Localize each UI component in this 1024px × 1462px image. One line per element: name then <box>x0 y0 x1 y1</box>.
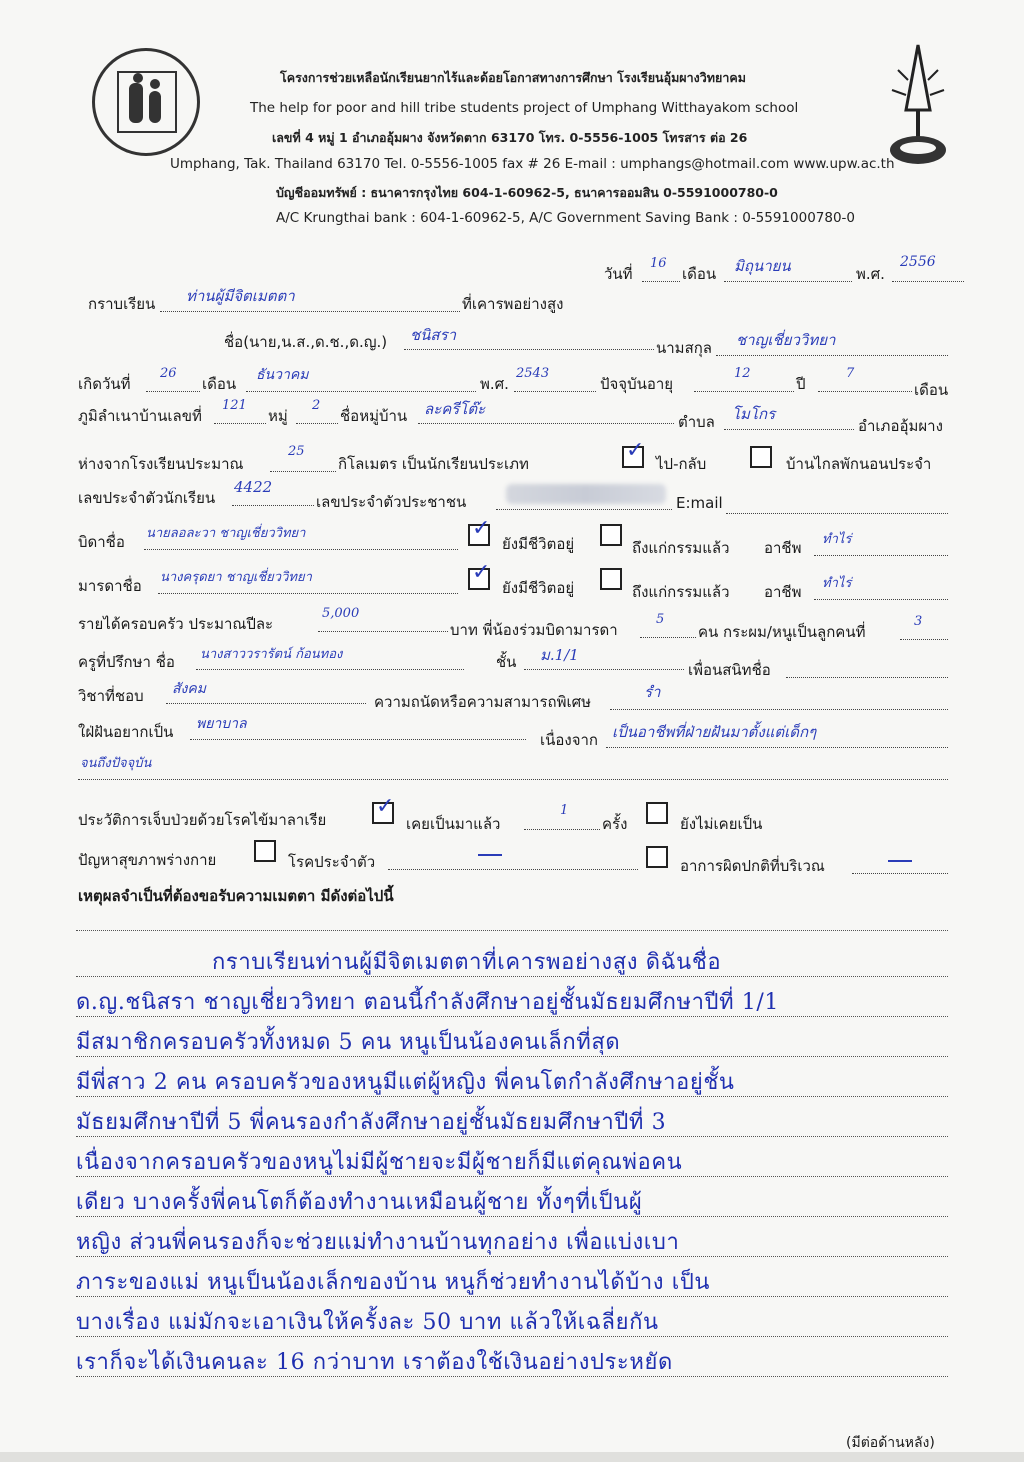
dear-suffix: ที่เคารพอย่างสูง <box>462 295 564 313</box>
subdistrict-dots <box>724 429 854 430</box>
times-label: ครั้ง <box>602 815 628 833</box>
essay-line-text: บางเรื่อง แม่มักจะเอาเงินให้ครั้งละ 50 บาท แล้วให้เฉลี่ยกัน <box>76 1310 659 1335</box>
name-value: ชนิสรา <box>410 326 457 344</box>
village-value: ละครีโต๊ะ <box>424 400 486 418</box>
page-bottom-edge <box>0 1452 1024 1462</box>
friend-label: เพื่อนสนิทชื่อ <box>688 661 771 679</box>
abnormal-checkbox[interactable] <box>646 846 668 868</box>
subdistrict-value: โมโกร <box>732 405 776 423</box>
malaria-times: 1 <box>560 803 569 818</box>
dream-value: พยาบาล <box>196 716 247 732</box>
teacher-value: นางสาววรารัตน์ ก้อนทอง <box>200 647 343 662</box>
baht-label: บาท พี่น้องร่วมบิดามารดา <box>450 621 618 639</box>
logo-figure-shape <box>149 91 161 123</box>
abnormal-dots <box>852 873 948 874</box>
father-alive-label: ยังมีชีวิตอยู่ <box>502 535 575 553</box>
subject-value: สังคม <box>172 681 206 697</box>
essay-rule <box>76 930 948 931</box>
moo-dots <box>296 423 338 424</box>
talent-dots <box>610 709 948 710</box>
home-label: ภูมิลำเนาบ้านเลขที่ <box>78 407 202 425</box>
born-day-dots <box>146 391 200 392</box>
income-dots <box>318 631 448 632</box>
email-dots <box>726 513 948 514</box>
distance-value: 25 <box>288 444 305 459</box>
student-id-label: เลขประจำตัวนักเรียน <box>78 489 216 507</box>
date-value: 16 <box>650 256 667 271</box>
income-label: รายได้ครอบครัว ประมาณปีละ <box>78 615 274 633</box>
distance-label: ห่างจากโรงเรียนประมาณ <box>78 455 244 473</box>
distance-dots <box>270 471 336 472</box>
village-label: ชื่อหมู่บ้าน <box>340 407 408 425</box>
school-emblem-icon <box>878 40 958 170</box>
siblings-dots <box>640 637 696 638</box>
essay-line-text: เราก็จะได้เงินคนละ 16 กว่าบาท เราต้องใช้เงินอย่างประหยัด <box>76 1350 673 1375</box>
student-id-value: 4422 <box>234 478 273 496</box>
class-value: ม.1/1 <box>540 646 579 664</box>
born-year: 2543 <box>516 366 550 381</box>
date-label: วันที่ <box>604 265 633 283</box>
mother-dead-label: ถึงแก่กรรมแล้ว <box>632 583 730 601</box>
friend-dots <box>786 677 948 678</box>
mother-dots <box>158 593 458 594</box>
dear-value: ท่านผู้มีจิตเมตตา <box>186 287 295 305</box>
home-no: 121 <box>222 398 247 413</box>
child-no-dots <box>900 639 948 640</box>
essay-line-text: มีสมาชิกครอบครัวทั้งหมด 5 คน หนูเป็นน้องคนเล็กที่สุด <box>76 1030 621 1055</box>
essay-line-text: หญิง ส่วนพี่คนรองก็จะช่วยแม่ทำงานบ้านทุกอย่าง เพื่อแบ่งเบา <box>76 1230 680 1255</box>
siblings-value: 5 <box>656 612 665 627</box>
malaria-yes-check-icon: ✓ <box>376 794 395 819</box>
email-label: E:mail <box>676 494 723 512</box>
year-label: พ.ศ. <box>856 265 885 283</box>
boarding-checkbox[interactable] <box>750 446 772 468</box>
month-dots <box>724 281 852 282</box>
reason-label: เหตุผลจำเป็นที่ต้องขอรับความเมตตา มีดังต่อไปนี้ <box>78 887 394 905</box>
essay-line-text: เดียว บางครั้งพี่คนโตก็ต้องทำงานเหมือนผู้ชาย ทั้งๆที่เป็นผู้ <box>76 1190 643 1215</box>
talent-value: รำ <box>644 683 661 701</box>
because-label: เนื่องจาก <box>540 731 599 749</box>
age-label: ปัจจุบันอายุ <box>600 375 674 393</box>
school-project-logo <box>92 48 200 156</box>
born-month-dots <box>246 391 476 392</box>
header-address-en: Umphang, Tak. Thailand 63170 Tel. 0-5556-1005 fax # 26 E-mail : umphangs@hotmail.com www.upw.ac.th <box>170 156 895 172</box>
father-alive-check-icon: ✓ <box>472 516 491 541</box>
essay-line-text: ด.ญ.ชนิสรา ชาญเชี่ยววิทยา ตอนนี้กำลังศึกษาอยู่ชั้นมัธยมศึกษาปีที่ 1/1 <box>76 990 780 1015</box>
mother-job-dots <box>814 599 948 600</box>
age-years-dots <box>694 391 794 392</box>
abnormal-dash <box>888 860 912 862</box>
dream-label: ใฝ่ฝันอยากเป็น <box>78 723 174 741</box>
mother-label: มารดาชื่อ <box>78 577 142 595</box>
because-value-2: จนถึงปัจจุบัน <box>80 756 152 771</box>
mother-job-label: อาชีพ <box>764 583 802 601</box>
logo-figure-shape <box>129 83 143 123</box>
mother-dead-checkbox[interactable] <box>600 568 622 590</box>
talent-label: ความถนัดหรือความสามารถพิเศษ <box>374 693 592 711</box>
mother-job: ทำไร่ <box>822 576 852 591</box>
malaria-times-dots <box>524 829 600 830</box>
student-id-dots <box>232 505 314 506</box>
teacher-label: ครูที่ปรึกษา ชื่อ <box>78 653 175 671</box>
header-title-th: โครงการช่วยเหลือนักเรียนยากไร้และด้อยโอกาสทางการศึกษา โรงเรียนอุ้มผางวิทยาคม <box>280 70 746 85</box>
month-value: มิถุนายน <box>734 257 791 275</box>
chronic-dash <box>478 854 502 856</box>
father-value: นายลอละวา ชาญเชี่ยววิทยา <box>146 526 306 541</box>
month-label: เดือน <box>682 265 717 283</box>
class-label: ชั้น <box>496 653 517 671</box>
date-dots <box>642 281 680 282</box>
dear-dots <box>160 311 460 312</box>
name-label: ชื่อ(นาย,น.ส.,ด.ช.,ด.ญ.) <box>224 333 388 351</box>
village-dots <box>418 423 674 424</box>
mother-alive-check-icon: ✓ <box>472 560 491 585</box>
header-bank-th: บัญชีออมทรัพย์ : ธนาคารกรุงไทย 604-1-60962-5, ธนาคารออมสิน 0-5591000780-0 <box>276 185 778 200</box>
father-dead-checkbox[interactable] <box>600 524 622 546</box>
header-address-th: เลขที่ 4 หมู่ 1 อำเภออุ้มผาง จังหวัดตาก 63170 โทร. 0-5556-1005 โทรสาร ต่อ 26 <box>272 130 748 145</box>
citizen-id-dots <box>496 509 672 510</box>
teacher-dots <box>196 669 464 670</box>
father-job-dots <box>814 555 948 556</box>
chronic-dots <box>388 869 638 870</box>
essay-line-text: ภาระของแม่ หนูเป็นน้องเล็กของบ้าน หนูก็ช่วยทำงานได้บ้าง เป็น <box>76 1270 711 1295</box>
born-label: เกิดวันที่ <box>78 375 131 393</box>
moo-value: 2 <box>312 398 321 413</box>
year-value: 2556 <box>900 254 936 270</box>
income-value: 5,000 <box>322 606 360 621</box>
age-years: 12 <box>734 366 751 381</box>
malaria-no-label: ยังไม่เคยเป็น <box>680 815 763 833</box>
subject-dots <box>166 703 366 704</box>
name-dots <box>404 349 654 350</box>
essay-line-text: เนื่องจากครอบครัวของหนูไม่มีผู้ชายจะมีผู้ชายก็มีแต่คุณพ่อคน <box>76 1150 683 1175</box>
age-months: 7 <box>846 366 855 381</box>
essay-line-text: มีพี่สาว 2 คน ครอบครัวของหนูมีแต่ผู้หญิง พี่คนโตกำลังศึกษาอยู่ชั้น <box>76 1070 735 1095</box>
essay-line-text: กราบเรียนท่านผู้มีจิตเมตตาที่เคารพอย่างสูง ดิฉันชื่อ <box>212 950 722 975</box>
father-label: บิดาชื่อ <box>78 533 125 551</box>
malaria-no-checkbox[interactable] <box>646 802 668 824</box>
dream-dots <box>190 739 526 740</box>
commute-label: ไป-กลับ <box>656 455 707 473</box>
distance-unit: กิโลเมตร เป็นนักเรียนประเภท <box>338 455 529 473</box>
header-bank-en: A/C Krungthai bank : 604-1-60962-5, A/C Government Saving Bank : 0-5591000780-0 <box>276 210 856 226</box>
mother-value: นางครุดยา ชาญเชี่ยววิทยา <box>160 570 312 585</box>
chronic-label: โรคประจำตัว <box>288 853 376 871</box>
redacted-citizen-id <box>506 484 666 504</box>
dear-label: กราบเรียน <box>88 295 156 313</box>
age-months-label: เดือน <box>914 381 949 399</box>
age-months-dots <box>818 391 912 392</box>
subject-label: วิชาที่ชอบ <box>78 687 144 705</box>
moo-label: หมู่ <box>268 407 288 425</box>
home-no-dots <box>214 423 266 424</box>
boarding-label: บ้านไกลพักนอนประจำ <box>786 455 932 473</box>
logo-figure-shape <box>150 79 160 89</box>
age-years-label: ปี <box>796 375 806 393</box>
born-year-label: พ.ศ. <box>480 375 509 393</box>
born-year-dots <box>514 391 596 392</box>
born-day: 26 <box>160 366 177 381</box>
essay-line-text: มัธยมศึกษาปีที่ 5 พี่คนรองกำลังศึกษาอยู่ชั้นมัธยมศึกษาปีที่ 3 <box>76 1110 667 1135</box>
header-title-en: The help for poor and hill tribe students project of Umphang Witthayakom school <box>250 100 799 116</box>
mother-alive-label: ยังมีชีวิตอยู่ <box>502 579 575 597</box>
born-month: ธันวาคม <box>256 367 309 383</box>
logo-figure-shape <box>133 73 143 83</box>
class-dots <box>524 669 684 670</box>
father-dots <box>144 549 458 550</box>
malaria-yes-label: เคยเป็นมาแล้ว <box>406 815 501 833</box>
commute-check-icon: ✓ <box>626 438 645 463</box>
abnormal-label: อาการผิดปกติที่บริเวณ <box>680 857 825 875</box>
born-month-label: เดือน <box>202 375 237 393</box>
father-job-label: อาชีพ <box>764 539 802 557</box>
district-text: อำเภออุ้มผาง <box>858 417 943 435</box>
citizen-id-label: เลขประจำตัวประชาชน <box>316 493 467 511</box>
surname-label: นามสกุล <box>656 339 712 357</box>
because-dots-2 <box>78 779 948 780</box>
surname-value: ชาญเชี่ยววิทยา <box>736 331 836 349</box>
health-label: ปัญหาสุขภาพร่างกาย <box>78 851 217 869</box>
year-dots <box>892 281 964 282</box>
siblings-label: คน กระผม/หนูเป็นลูกคนที่ <box>698 623 866 641</box>
father-dead-label: ถึงแก่กรรมแล้ว <box>632 539 730 557</box>
chronic-checkbox[interactable] <box>254 840 276 862</box>
continued-note: (มีต่อด้านหลัง) <box>846 1435 935 1451</box>
malaria-label: ประวัติการเจ็บป่วยด้วยโรคไข้มาลาเรีย <box>78 811 327 829</box>
surname-dots <box>716 355 948 356</box>
child-no: 3 <box>914 614 923 629</box>
because-value: เป็นอาชีพที่ฝ่ายฝันมาตั้งแต่เด็กๆ <box>612 723 817 741</box>
subdistrict-label: ตำบล <box>678 413 715 431</box>
logo-frame <box>117 71 177 133</box>
because-dots <box>606 747 948 748</box>
father-job: ทำไร่ <box>822 532 852 547</box>
